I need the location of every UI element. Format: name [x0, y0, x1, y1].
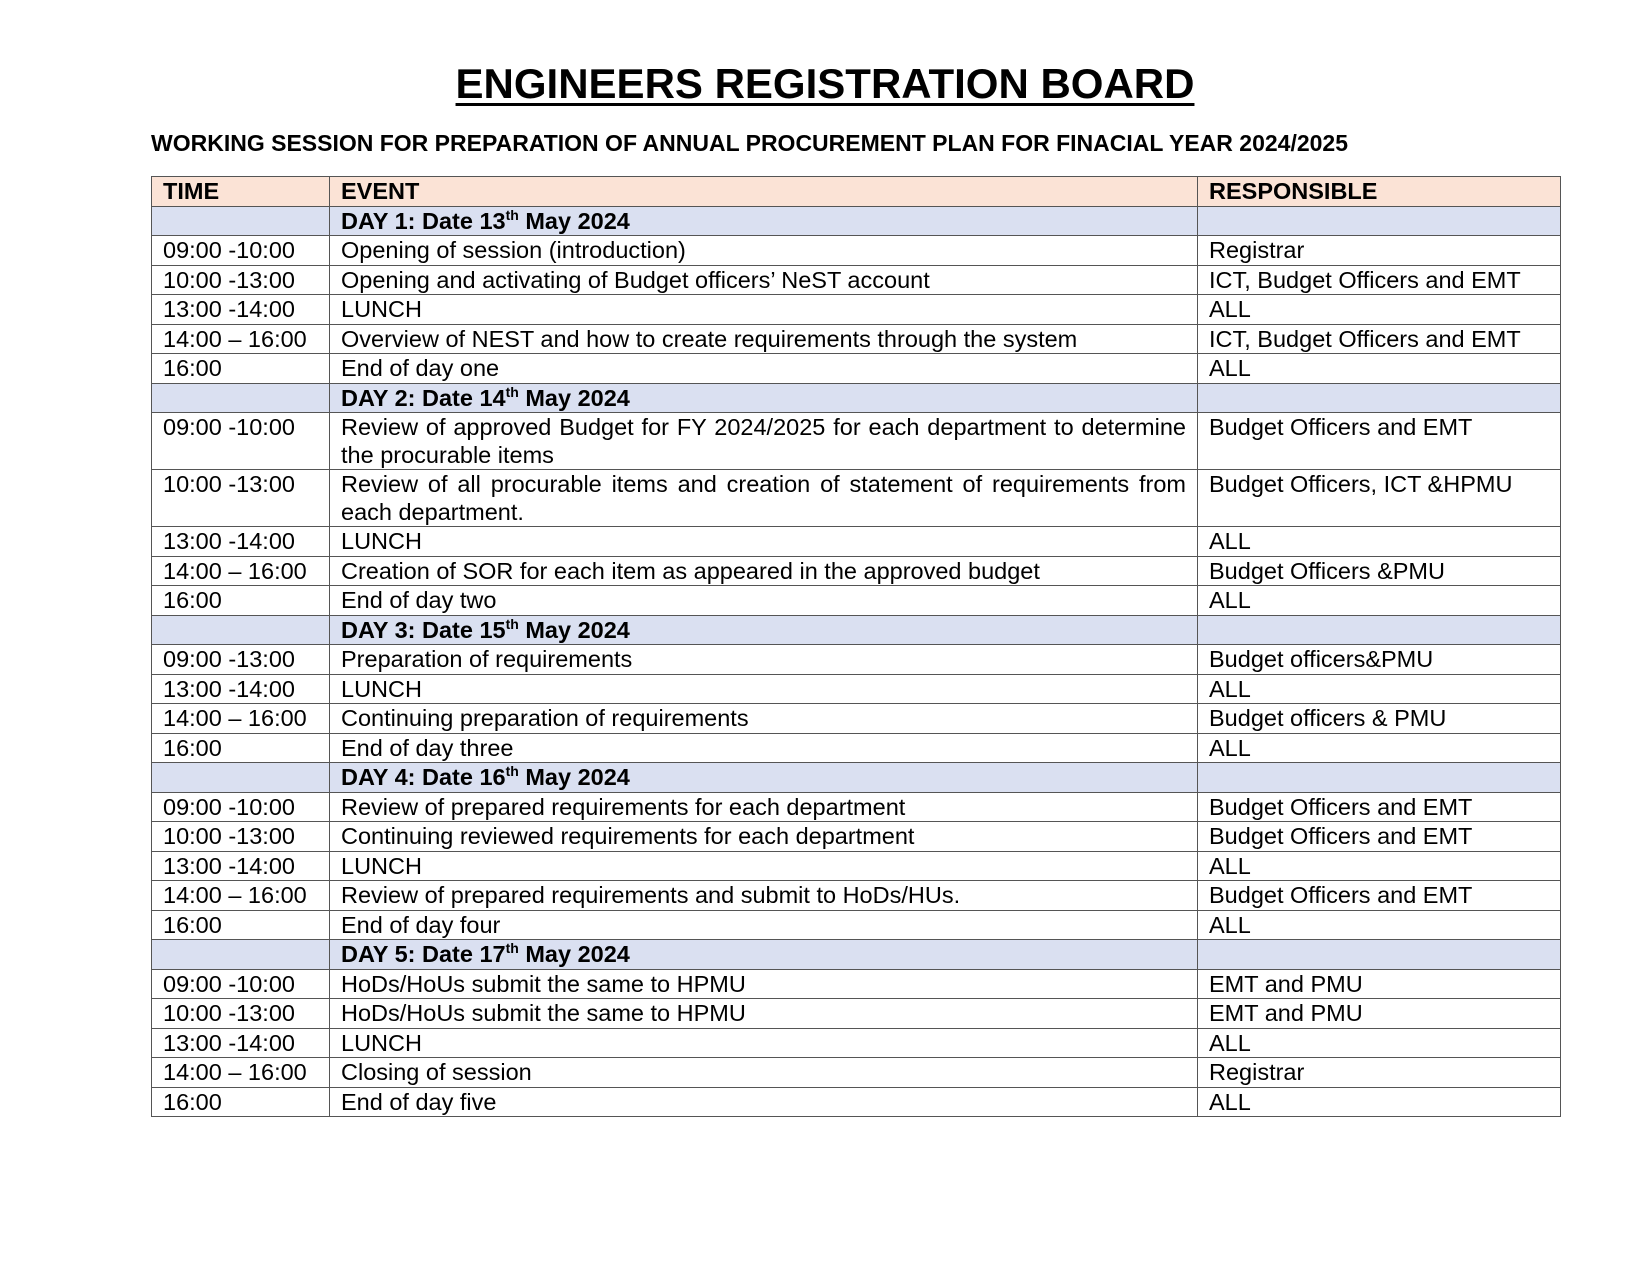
responsible-cell: Registrar [1198, 236, 1561, 266]
event-cell: LUNCH [330, 295, 1198, 325]
time-cell: 14:00 – 16:00 [152, 324, 330, 354]
responsible-cell: Budget officers & PMU [1198, 704, 1561, 734]
day-label [330, 940, 1198, 970]
time-cell: 09:00 -10:00 [152, 413, 330, 470]
event-cell: Review of prepared requirements and submit to HoDs/HUs. [330, 881, 1198, 911]
time-cell: 16:00 [152, 586, 330, 616]
event-cell: Continuing preparation of requirements [330, 704, 1198, 734]
table-row [152, 1058, 1561, 1088]
responsible-cell: ALL [1198, 910, 1561, 940]
table-row [152, 704, 1561, 734]
table-row [152, 586, 1561, 616]
time-cell: 16:00 [152, 1087, 330, 1117]
event-cell: Creation of SOR for each item as appeared in the approved budget [330, 556, 1198, 586]
day-header-responsible-cell [1198, 940, 1561, 970]
table-row [152, 910, 1561, 940]
responsible-cell: Budget Officers, ICT &HPMU [1198, 470, 1561, 527]
event-cell: HoDs/HoUs submit the same to HPMU [330, 999, 1198, 1029]
time-cell: 13:00 -14:00 [152, 851, 330, 881]
day-header-time-cell [152, 383, 330, 413]
responsible-cell: ALL [1198, 586, 1561, 616]
page-title [0, 60, 1650, 108]
table-row [152, 413, 1561, 470]
responsible-cell: ALL [1198, 674, 1561, 704]
day-header-row [152, 615, 1561, 645]
event-cell: LUNCH [330, 674, 1198, 704]
day-header-responsible-cell [1198, 206, 1561, 236]
event-cell: Review of prepared requirements for each department [330, 792, 1198, 822]
responsible-cell: Budget officers&PMU [1198, 645, 1561, 675]
event-cell: Continuing reviewed requirements for each department [330, 822, 1198, 852]
day-header-time-cell [152, 206, 330, 236]
day-header-time-cell [152, 615, 330, 645]
day-header-time-cell [152, 940, 330, 970]
event-cell: Overview of NEST and how to create requirements through the system [330, 324, 1198, 354]
table-row [152, 822, 1561, 852]
responsible-cell: ALL [1198, 1087, 1561, 1117]
day-header-time-cell [152, 763, 330, 793]
event-cell: End of day one [330, 354, 1198, 384]
table-row [152, 324, 1561, 354]
table-row [152, 556, 1561, 586]
time-cell: 09:00 -10:00 [152, 969, 330, 999]
column-header-responsible: RESPONSIBLE [1198, 177, 1561, 207]
table-row [152, 851, 1561, 881]
time-cell: 16:00 [152, 733, 330, 763]
responsible-cell: EMT and PMU [1198, 969, 1561, 999]
day-header-row [152, 383, 1561, 413]
event-cell: Review of approved Budget for FY 2024/2025 for each department to determine the procurable items [330, 413, 1198, 470]
responsible-cell: ALL [1198, 733, 1561, 763]
time-cell: 16:00 [152, 910, 330, 940]
day-label-ordinal: th [505, 615, 519, 632]
day-label-prefix: DAY 1: Date 13 [341, 207, 506, 234]
table-row [152, 733, 1561, 763]
day-label-ordinal: th [505, 763, 519, 779]
day-header-row [152, 940, 1561, 970]
time-cell: 13:00 -14:00 [152, 674, 330, 704]
responsible-cell: ALL [1198, 354, 1561, 384]
table-row [152, 881, 1561, 911]
table-row [152, 969, 1561, 999]
page-title-text: ENGINEERS REGISTRATION BOARD [455, 60, 1195, 107]
time-cell: 14:00 – 16:00 [152, 704, 330, 734]
table-row [152, 265, 1561, 295]
event-cell: End of day four [330, 910, 1198, 940]
time-cell: 16:00 [152, 354, 330, 384]
event-cell: Opening and activating of Budget officers’ NeST account [330, 265, 1198, 295]
day-label-ordinal: th [505, 940, 519, 956]
event-cell: Preparation of requirements [330, 645, 1198, 675]
responsible-cell: ALL [1198, 295, 1561, 325]
event-cell: End of day two [330, 586, 1198, 616]
day-label [330, 763, 1198, 793]
event-cell: LUNCH [330, 527, 1198, 557]
event-cell: End of day three [330, 733, 1198, 763]
responsible-cell: Budget Officers &PMU [1198, 556, 1561, 586]
day-label-suffix: May 2024 [518, 384, 630, 411]
responsible-cell: ICT, Budget Officers and EMT [1198, 324, 1561, 354]
time-cell: 10:00 -13:00 [152, 265, 330, 295]
responsible-cell: Budget Officers and EMT [1198, 881, 1561, 911]
day-label [330, 206, 1198, 236]
time-cell: 09:00 -10:00 [152, 792, 330, 822]
table-row [152, 354, 1561, 384]
day-header-row [152, 206, 1561, 236]
event-cell: LUNCH [330, 1028, 1198, 1058]
day-label-suffix: May 2024 [518, 616, 630, 643]
day-label-suffix: May 2024 [518, 764, 630, 790]
time-cell: 09:00 -10:00 [152, 236, 330, 266]
table-row [152, 645, 1561, 675]
day-label-ordinal: th [505, 206, 519, 223]
day-label [330, 383, 1198, 413]
time-cell: 13:00 -14:00 [152, 295, 330, 325]
table-row [152, 1028, 1561, 1058]
table-row [152, 527, 1561, 557]
table-row [152, 1087, 1561, 1117]
day-label-prefix: DAY 2: Date 14 [341, 384, 506, 411]
day-label-prefix: DAY 3: Date 15 [341, 616, 506, 643]
responsible-cell: Registrar [1198, 1058, 1561, 1088]
day-label-ordinal: th [505, 383, 519, 400]
responsible-cell: Budget Officers and EMT [1198, 822, 1561, 852]
responsible-cell: EMT and PMU [1198, 999, 1561, 1029]
responsible-cell: ALL [1198, 851, 1561, 881]
time-cell: 14:00 – 16:00 [152, 881, 330, 911]
day-label-suffix: May 2024 [518, 207, 630, 234]
responsible-cell: ICT, Budget Officers and EMT [1198, 265, 1561, 295]
responsible-cell: ALL [1198, 1028, 1561, 1058]
event-cell: End of day five [330, 1087, 1198, 1117]
table-row [152, 236, 1561, 266]
day-header-responsible-cell [1198, 763, 1561, 793]
table-row [152, 999, 1561, 1029]
day-label [330, 615, 1198, 645]
event-cell: Closing of session [330, 1058, 1198, 1088]
schedule-body [152, 206, 1561, 1117]
page-subtitle: WORKING SESSION FOR PREPARATION OF ANNUAL PROCUREMENT PLAN FOR FINACIAL YEAR 2024/2025 [151, 130, 1348, 156]
day-header-responsible-cell [1198, 615, 1561, 645]
time-cell: 14:00 – 16:00 [152, 1058, 330, 1088]
day-header-responsible-cell [1198, 383, 1561, 413]
event-cell: HoDs/HoUs submit the same to HPMU [330, 969, 1198, 999]
column-header-time: TIME [152, 177, 330, 207]
day-label-prefix: DAY 5: Date 17 [341, 941, 506, 967]
time-cell: 13:00 -14:00 [152, 1028, 330, 1058]
table-row [152, 674, 1561, 704]
day-header-row [152, 763, 1561, 793]
time-cell: 09:00 -13:00 [152, 645, 330, 675]
day-label-suffix: May 2024 [518, 941, 630, 967]
event-cell: Opening of session (introduction) [330, 236, 1198, 266]
table-row [152, 792, 1561, 822]
time-cell: 13:00 -14:00 [152, 527, 330, 557]
table-row [152, 295, 1561, 325]
event-cell: LUNCH [330, 851, 1198, 881]
table-row [152, 470, 1561, 527]
time-cell: 10:00 -13:00 [152, 999, 330, 1029]
time-cell: 10:00 -13:00 [152, 822, 330, 852]
time-cell: 10:00 -13:00 [152, 470, 330, 527]
day-label-prefix: DAY 4: Date 16 [341, 764, 506, 790]
responsible-cell: Budget Officers and EMT [1198, 792, 1561, 822]
time-cell: 14:00 – 16:00 [152, 556, 330, 586]
responsible-cell: Budget Officers and EMT [1198, 413, 1561, 470]
table-header-row [152, 177, 1561, 207]
column-header-event: EVENT [330, 177, 1198, 207]
schedule-table [151, 176, 1561, 1117]
responsible-cell: ALL [1198, 527, 1561, 557]
event-cell: Review of all procurable items and creation of statement of requirements from each department. [330, 470, 1198, 527]
